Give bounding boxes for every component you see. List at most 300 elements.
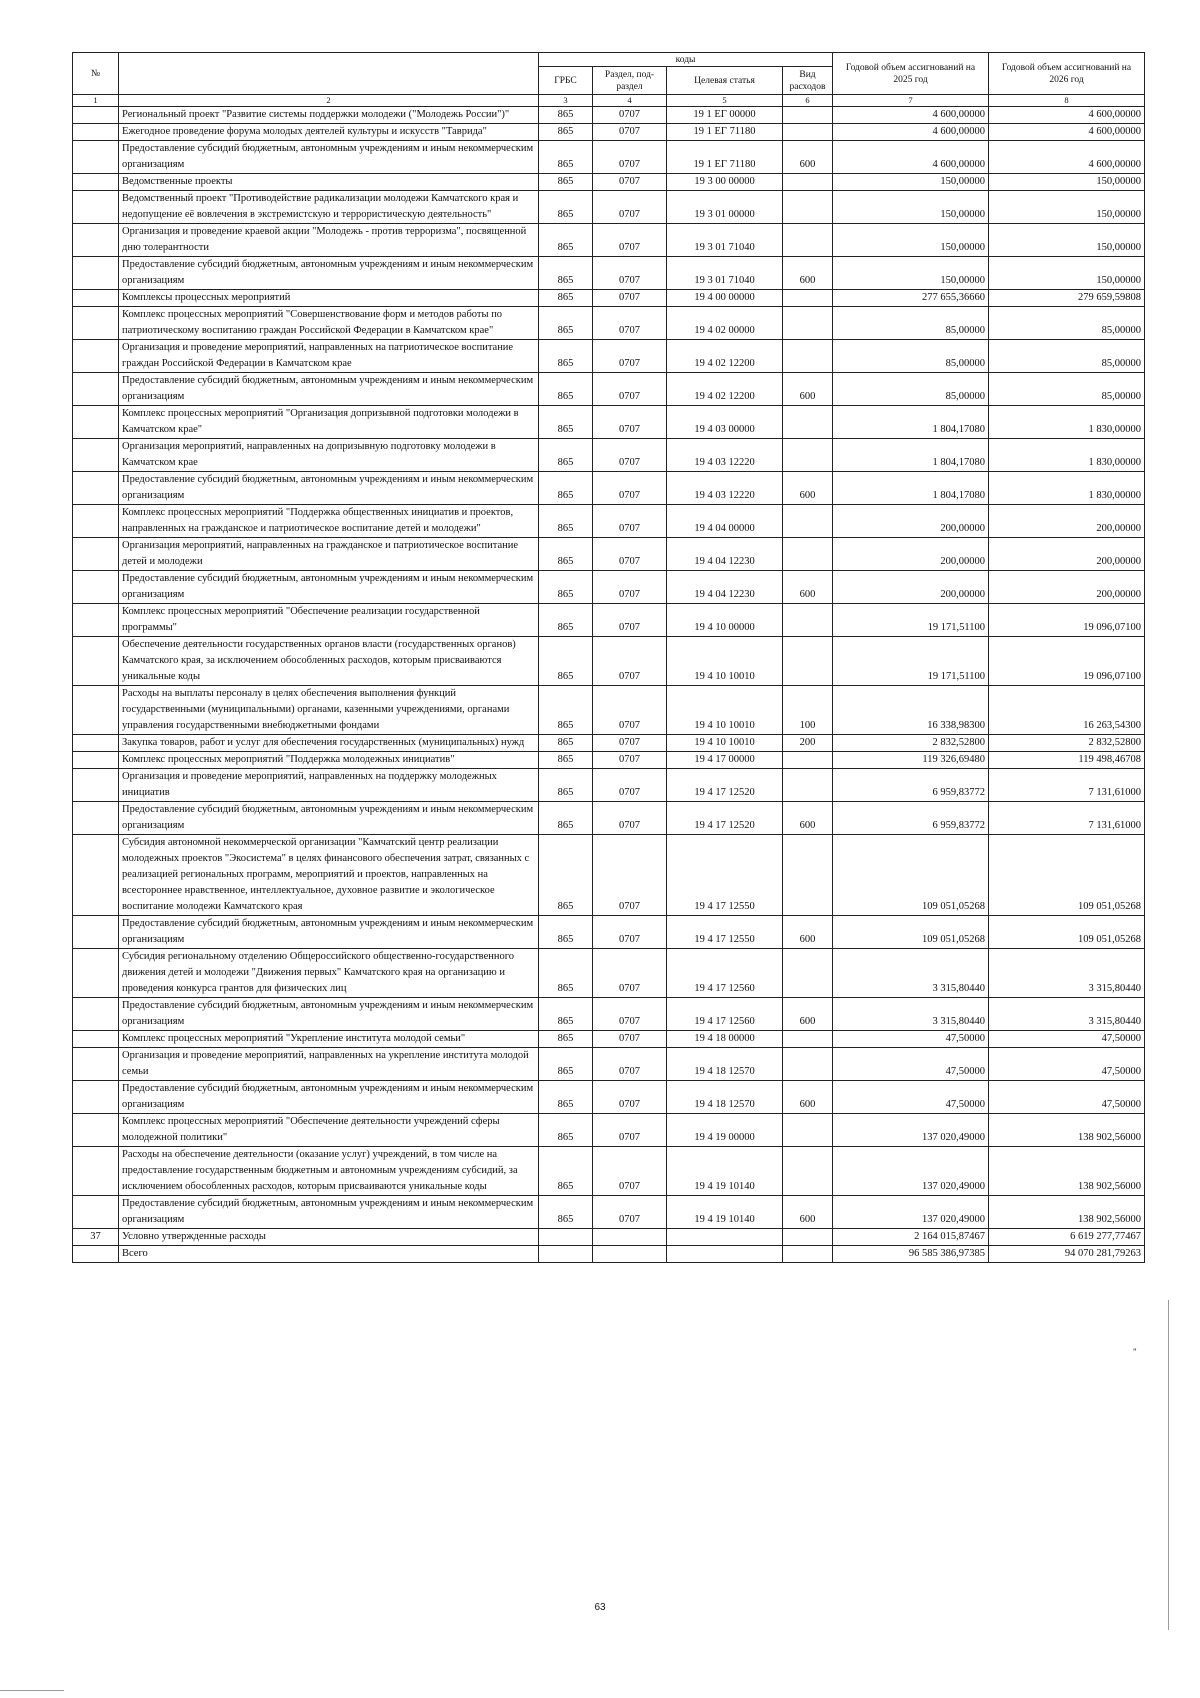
- row-number: [73, 735, 119, 752]
- row-volume-2025: 96 585 386,97385: [833, 1246, 989, 1263]
- row-number: [73, 1048, 119, 1081]
- budget-table-sheet: [72, 52, 1144, 1263]
- row-grbs: 865: [539, 735, 593, 752]
- row-grbs: 865: [539, 107, 593, 124]
- row-target: 19 4 18 12570: [667, 1048, 783, 1081]
- row-expense-type: [783, 1114, 833, 1147]
- column-index: 2: [119, 95, 539, 107]
- row-section: 0707: [593, 1031, 667, 1048]
- header-target: Целевая статья: [667, 67, 783, 95]
- row-name: Предоставление субсидий бюджетным, автономным учреждениям и иным некоммерческим организациям: [119, 916, 539, 949]
- table-row: [73, 1031, 1145, 1048]
- row-grbs: 865: [539, 124, 593, 141]
- row-name: Комплексы процессных мероприятий: [119, 290, 539, 307]
- row-name: Условно утвержденные расходы: [119, 1229, 539, 1246]
- column-index: 6: [783, 95, 833, 107]
- table-row: [73, 686, 1145, 735]
- column-index: 3: [539, 95, 593, 107]
- row-expense-type: 600: [783, 373, 833, 406]
- row-volume-2026: 7 131,61000: [989, 802, 1145, 835]
- row-expense-type: [783, 1229, 833, 1246]
- row-volume-2026: 1 830,00000: [989, 472, 1145, 505]
- row-number: [73, 1196, 119, 1229]
- row-section: 0707: [593, 835, 667, 916]
- row-volume-2026: 47,50000: [989, 1081, 1145, 1114]
- row-section: 0707: [593, 1048, 667, 1081]
- row-expense-type: [783, 769, 833, 802]
- row-section: 0707: [593, 439, 667, 472]
- table-body: [73, 107, 1145, 1263]
- row-volume-2025: 4 600,00000: [833, 141, 989, 174]
- row-volume-2025: 6 959,83772: [833, 802, 989, 835]
- row-expense-type: 600: [783, 1196, 833, 1229]
- row-volume-2025: 6 959,83772: [833, 769, 989, 802]
- row-volume-2025: 19 171,51100: [833, 637, 989, 686]
- row-grbs: 865: [539, 769, 593, 802]
- row-grbs: 865: [539, 998, 593, 1031]
- row-grbs: 865: [539, 257, 593, 290]
- table-row: [73, 1048, 1145, 1081]
- table-row: [73, 373, 1145, 406]
- row-section: 0707: [593, 769, 667, 802]
- row-section: 0707: [593, 191, 667, 224]
- row-expense-type: [783, 224, 833, 257]
- column-index: 8: [989, 95, 1145, 107]
- row-grbs: 865: [539, 439, 593, 472]
- row-volume-2025: 200,00000: [833, 571, 989, 604]
- row-grbs: 865: [539, 141, 593, 174]
- row-expense-type: 600: [783, 916, 833, 949]
- row-name: Предоставление субсидий бюджетным, автономным учреждениям и иным некоммерческим организациям: [119, 802, 539, 835]
- row-volume-2025: 47,50000: [833, 1048, 989, 1081]
- row-expense-type: [783, 1246, 833, 1263]
- row-name: Предоставление субсидий бюджетным, автономным учреждениям и иным некоммерческим организациям: [119, 141, 539, 174]
- row-volume-2026: 85,00000: [989, 340, 1145, 373]
- row-grbs: 865: [539, 752, 593, 769]
- row-expense-type: [783, 406, 833, 439]
- row-target: 19 1 ЕГ 71180: [667, 141, 783, 174]
- scan-edge-line: [1168, 1300, 1169, 1630]
- row-number: [73, 191, 119, 224]
- table-row: [73, 916, 1145, 949]
- row-expense-type: [783, 107, 833, 124]
- row-target: 19 4 19 10140: [667, 1196, 783, 1229]
- row-target: 19 4 10 10010: [667, 637, 783, 686]
- header-name: [119, 53, 539, 95]
- row-section: 0707: [593, 290, 667, 307]
- row-number: [73, 752, 119, 769]
- row-grbs: [539, 1229, 593, 1246]
- row-section: 0707: [593, 802, 667, 835]
- row-name: Предоставление субсидий бюджетным, автономным учреждениям и иным некоммерческим организациям: [119, 998, 539, 1031]
- row-name: Предоставление субсидий бюджетным, автономным учреждениям и иным некоммерческим организациям: [119, 257, 539, 290]
- row-name: Всего: [119, 1246, 539, 1263]
- row-expense-type: [783, 191, 833, 224]
- row-section: 0707: [593, 571, 667, 604]
- row-target: 19 4 10 10010: [667, 686, 783, 735]
- row-target: 19 4 17 12520: [667, 769, 783, 802]
- row-volume-2026: 138 902,56000: [989, 1147, 1145, 1196]
- row-number: [73, 604, 119, 637]
- header-grbs: ГРБС: [539, 67, 593, 95]
- row-name: Ежегодное проведение форума молодых деятелей культуры и искусств "Таврида": [119, 124, 539, 141]
- scan-edge-line: [0, 1690, 64, 1691]
- row-grbs: 865: [539, 1031, 593, 1048]
- table-row: [73, 141, 1145, 174]
- row-number: [73, 637, 119, 686]
- row-target: 19 4 18 00000: [667, 1031, 783, 1048]
- row-name: Региональный проект "Развитие системы поддержки молодежи ("Молодежь России")": [119, 107, 539, 124]
- row-volume-2025: 150,00000: [833, 257, 989, 290]
- row-number: [73, 224, 119, 257]
- row-name: Расходы на обеспечение деятельности (оказание услуг) учреждений, в том числе на предоставление государственным бюджетным и автономным учреждениям субсидий, за исключением обособленных расходов, которым присваиваются уникальные коды: [119, 1147, 539, 1196]
- row-number: [73, 439, 119, 472]
- row-volume-2025: 47,50000: [833, 1031, 989, 1048]
- row-name: Организация и проведение мероприятий, направленных на поддержку молодежных инициатив: [119, 769, 539, 802]
- row-target: 19 4 04 12230: [667, 571, 783, 604]
- row-target: 19 4 17 00000: [667, 752, 783, 769]
- row-name: Комплекс процессных мероприятий "Поддержка молодежных инициатив": [119, 752, 539, 769]
- row-expense-type: 600: [783, 257, 833, 290]
- row-section: 0707: [593, 472, 667, 505]
- column-index-row: [73, 95, 1145, 107]
- row-target: 19 1 ЕГ 00000: [667, 107, 783, 124]
- row-number: [73, 174, 119, 191]
- header-section: Раздел, под-раздел: [593, 67, 667, 95]
- row-grbs: 865: [539, 1081, 593, 1114]
- header-volume-2025: Годовой объем ассигнований на 2025 год: [833, 53, 989, 95]
- row-target: 19 4 02 00000: [667, 307, 783, 340]
- row-section: [593, 1246, 667, 1263]
- row-grbs: 865: [539, 1196, 593, 1229]
- row-expense-type: 200: [783, 735, 833, 752]
- row-number: [73, 998, 119, 1031]
- header-expense-type: Вид расходов: [783, 67, 833, 95]
- row-volume-2025: 16 338,98300: [833, 686, 989, 735]
- row-target: 19 4 17 12550: [667, 916, 783, 949]
- row-volume-2026: 1 830,00000: [989, 439, 1145, 472]
- row-volume-2025: 150,00000: [833, 224, 989, 257]
- row-number: [73, 141, 119, 174]
- row-section: 0707: [593, 340, 667, 373]
- row-volume-2025: 1 804,17080: [833, 406, 989, 439]
- row-target: 19 4 17 12560: [667, 949, 783, 998]
- table-row: [73, 1114, 1145, 1147]
- row-target: 19 4 00 00000: [667, 290, 783, 307]
- row-volume-2026: 200,00000: [989, 571, 1145, 604]
- row-target: 19 3 00 00000: [667, 174, 783, 191]
- row-number: [73, 1147, 119, 1196]
- row-volume-2025: 85,00000: [833, 340, 989, 373]
- row-volume-2025: 277 655,36660: [833, 290, 989, 307]
- row-expense-type: 600: [783, 472, 833, 505]
- page-number: 63: [594, 1602, 606, 1613]
- row-volume-2026: 85,00000: [989, 307, 1145, 340]
- row-name: Комплекс процессных мероприятий "Укрепление института молодой семьи": [119, 1031, 539, 1048]
- row-number: [73, 949, 119, 998]
- row-volume-2025: 137 020,49000: [833, 1196, 989, 1229]
- row-volume-2025: 3 315,80440: [833, 998, 989, 1031]
- row-name: Предоставление субсидий бюджетным, автономным учреждениям и иным некоммерческим организациям: [119, 472, 539, 505]
- table-row: [73, 1229, 1145, 1246]
- row-volume-2025: 3 315,80440: [833, 949, 989, 998]
- row-section: 0707: [593, 735, 667, 752]
- row-expense-type: 600: [783, 802, 833, 835]
- row-expense-type: [783, 307, 833, 340]
- row-volume-2026: 85,00000: [989, 373, 1145, 406]
- row-volume-2025: 150,00000: [833, 174, 989, 191]
- row-grbs: 865: [539, 1147, 593, 1196]
- row-section: 0707: [593, 1114, 667, 1147]
- row-target: 19 4 04 12230: [667, 538, 783, 571]
- row-expense-type: [783, 505, 833, 538]
- row-expense-type: 600: [783, 1081, 833, 1114]
- table-row: [73, 604, 1145, 637]
- row-name: Комплекс процессных мероприятий "Обеспечение реализации государственной программы": [119, 604, 539, 637]
- row-name: Расходы на выплаты персоналу в целях обеспечения выполнения функций государственными (муниципальными) органами, казенными учреждениями, органами управления государственными внебюджетными фондами: [119, 686, 539, 735]
- row-target: 19 1 ЕГ 71180: [667, 124, 783, 141]
- row-target: 19 4 03 12220: [667, 472, 783, 505]
- row-expense-type: [783, 949, 833, 998]
- row-grbs: [539, 1246, 593, 1263]
- row-volume-2026: 4 600,00000: [989, 107, 1145, 124]
- row-volume-2026: 109 051,05268: [989, 916, 1145, 949]
- row-number: [73, 916, 119, 949]
- row-grbs: 865: [539, 949, 593, 998]
- row-section: 0707: [593, 637, 667, 686]
- row-name: Предоставление субсидий бюджетным, автономным учреждениям и иным некоммерческим организациям: [119, 1081, 539, 1114]
- table-row: [73, 107, 1145, 124]
- row-grbs: 865: [539, 916, 593, 949]
- row-name: Организация и проведение мероприятий, направленных на укрепление института молодой семьи: [119, 1048, 539, 1081]
- row-number: [73, 571, 119, 604]
- table-row: [73, 949, 1145, 998]
- row-expense-type: [783, 637, 833, 686]
- row-name: Комплекс процессных мероприятий "Обеспечение деятельности учреждений сферы молодежной политики": [119, 1114, 539, 1147]
- row-section: 0707: [593, 373, 667, 406]
- column-index: 7: [833, 95, 989, 107]
- row-number: [73, 373, 119, 406]
- row-number: [73, 1246, 119, 1263]
- row-grbs: 865: [539, 224, 593, 257]
- row-volume-2026: 47,50000: [989, 1031, 1145, 1048]
- header-num: №: [73, 53, 119, 95]
- table-row: [73, 769, 1145, 802]
- row-target: 19 4 03 00000: [667, 406, 783, 439]
- row-grbs: 865: [539, 1048, 593, 1081]
- header-volume-2026: Годовой объем ассигнований на 2026 год: [989, 53, 1145, 95]
- table-row: [73, 340, 1145, 373]
- row-expense-type: [783, 538, 833, 571]
- row-expense-type: 100: [783, 686, 833, 735]
- row-section: 0707: [593, 505, 667, 538]
- row-section: 0707: [593, 107, 667, 124]
- row-number: [73, 307, 119, 340]
- closing-quote-mark: ": [1133, 1347, 1137, 1357]
- row-volume-2026: 138 902,56000: [989, 1196, 1145, 1229]
- row-expense-type: 600: [783, 141, 833, 174]
- row-name: Организация и проведение мероприятий, направленных на патриотическое воспитание граждан Российской Федерации в Камчатском крае: [119, 340, 539, 373]
- row-number: [73, 802, 119, 835]
- row-grbs: 865: [539, 1114, 593, 1147]
- row-target: 19 4 04 00000: [667, 505, 783, 538]
- row-volume-2026: 7 131,61000: [989, 769, 1145, 802]
- row-volume-2025: 109 051,05268: [833, 916, 989, 949]
- row-name: Ведомственные проекты: [119, 174, 539, 191]
- row-target: 19 4 10 00000: [667, 604, 783, 637]
- row-number: [73, 124, 119, 141]
- row-grbs: 865: [539, 373, 593, 406]
- row-grbs: 865: [539, 191, 593, 224]
- row-name: Обеспечение деятельности государственных органов власти (государственных органов) Камчатского края, за исключением обособленных расходов, которым присваиваются уникальные коды: [119, 637, 539, 686]
- row-volume-2025: 200,00000: [833, 538, 989, 571]
- row-volume-2026: 2 832,52800: [989, 735, 1145, 752]
- row-target: 19 3 01 71040: [667, 224, 783, 257]
- row-expense-type: [783, 604, 833, 637]
- table-row: [73, 1196, 1145, 1229]
- row-volume-2026: 4 600,00000: [989, 141, 1145, 174]
- table-row: [73, 1147, 1145, 1196]
- table-row: [73, 124, 1145, 141]
- row-section: 0707: [593, 949, 667, 998]
- row-grbs: 865: [539, 406, 593, 439]
- row-expense-type: [783, 439, 833, 472]
- row-volume-2026: 150,00000: [989, 257, 1145, 290]
- column-index: 5: [667, 95, 783, 107]
- row-grbs: 865: [539, 604, 593, 637]
- row-expense-type: 600: [783, 998, 833, 1031]
- row-number: 37: [73, 1229, 119, 1246]
- row-target: 19 4 02 12200: [667, 340, 783, 373]
- row-volume-2025: 200,00000: [833, 505, 989, 538]
- row-volume-2025: 1 804,17080: [833, 472, 989, 505]
- table-row: [73, 307, 1145, 340]
- row-name: Комплекс процессных мероприятий "Организация допризывной подготовки молодежи в Камчатском крае": [119, 406, 539, 439]
- row-number: [73, 406, 119, 439]
- row-number: [73, 1081, 119, 1114]
- row-expense-type: [783, 752, 833, 769]
- row-section: 0707: [593, 141, 667, 174]
- row-section: 0707: [593, 257, 667, 290]
- row-number: [73, 505, 119, 538]
- column-index: 4: [593, 95, 667, 107]
- row-expense-type: 600: [783, 571, 833, 604]
- row-volume-2026: 138 902,56000: [989, 1114, 1145, 1147]
- row-target: 19 3 01 71040: [667, 257, 783, 290]
- table-row: [73, 571, 1145, 604]
- row-section: 0707: [593, 124, 667, 141]
- row-volume-2025: 4 600,00000: [833, 107, 989, 124]
- row-target: 19 3 01 00000: [667, 191, 783, 224]
- row-target: 19 4 19 00000: [667, 1114, 783, 1147]
- table-row: [73, 191, 1145, 224]
- row-volume-2026: 6 619 277,77467: [989, 1229, 1145, 1246]
- row-grbs: 865: [539, 290, 593, 307]
- row-number: [73, 257, 119, 290]
- row-number: [73, 538, 119, 571]
- table-row: [73, 1246, 1145, 1263]
- row-expense-type: [783, 1147, 833, 1196]
- table-row: [73, 1081, 1145, 1114]
- row-name: Закупка товаров, работ и услуг для обеспечения государственных (муниципальных) нужд: [119, 735, 539, 752]
- row-target: 19 4 02 12200: [667, 373, 783, 406]
- row-target: [667, 1229, 783, 1246]
- table-row: [73, 752, 1145, 769]
- row-target: 19 4 17 12520: [667, 802, 783, 835]
- row-target: 19 4 10 10010: [667, 735, 783, 752]
- row-number: [73, 1114, 119, 1147]
- row-section: 0707: [593, 916, 667, 949]
- row-number: [73, 835, 119, 916]
- table-row: [73, 802, 1145, 835]
- row-grbs: 865: [539, 505, 593, 538]
- row-volume-2025: 19 171,51100: [833, 604, 989, 637]
- row-volume-2025: 150,00000: [833, 191, 989, 224]
- row-volume-2026: 16 263,54300: [989, 686, 1145, 735]
- row-volume-2026: 200,00000: [989, 538, 1145, 571]
- row-name: Организация и проведение краевой акции "Молодежь - против терроризма", посвященной дню толерантности: [119, 224, 539, 257]
- row-volume-2025: 2 832,52800: [833, 735, 989, 752]
- row-volume-2026: 4 600,00000: [989, 124, 1145, 141]
- row-volume-2025: 85,00000: [833, 373, 989, 406]
- row-number: [73, 472, 119, 505]
- table-row: [73, 735, 1145, 752]
- row-number: [73, 340, 119, 373]
- row-expense-type: [783, 340, 833, 373]
- table-row: [73, 998, 1145, 1031]
- row-expense-type: [783, 835, 833, 916]
- row-volume-2025: 137 020,49000: [833, 1114, 989, 1147]
- row-volume-2026: 150,00000: [989, 224, 1145, 257]
- row-number: [73, 290, 119, 307]
- row-section: 0707: [593, 752, 667, 769]
- row-volume-2025: 137 020,49000: [833, 1147, 989, 1196]
- table-row: [73, 439, 1145, 472]
- row-section: 0707: [593, 604, 667, 637]
- row-volume-2026: 3 315,80440: [989, 998, 1145, 1031]
- row-section: 0707: [593, 1196, 667, 1229]
- row-section: 0707: [593, 1081, 667, 1114]
- row-target: 19 4 03 12220: [667, 439, 783, 472]
- column-index: 1: [73, 95, 119, 107]
- row-section: 0707: [593, 307, 667, 340]
- table-row: [73, 538, 1145, 571]
- row-volume-2025: 47,50000: [833, 1081, 989, 1114]
- table-row: [73, 290, 1145, 307]
- row-expense-type: [783, 1048, 833, 1081]
- row-volume-2026: 47,50000: [989, 1048, 1145, 1081]
- table-row: [73, 224, 1145, 257]
- row-name: Организация мероприятий, направленных на гражданское и патриотическое воспитание детей и молодежи: [119, 538, 539, 571]
- row-section: 0707: [593, 686, 667, 735]
- row-grbs: 865: [539, 307, 593, 340]
- table-row: [73, 472, 1145, 505]
- row-name: Субсидия региональному отделению Общероссийского общественно-государственного движения детей и молодежи "Движения первых" Камчатского края на организацию и проведения конкурса грантов для физических лиц: [119, 949, 539, 998]
- row-name: Предоставление субсидий бюджетным, автономным учреждениям и иным некоммерческим организациям: [119, 571, 539, 604]
- row-section: [593, 1229, 667, 1246]
- row-name: Предоставление субсидий бюджетным, автономным учреждениям и иным некоммерческим организациям: [119, 1196, 539, 1229]
- row-section: 0707: [593, 406, 667, 439]
- row-grbs: 865: [539, 835, 593, 916]
- row-target: 19 4 18 12570: [667, 1081, 783, 1114]
- row-section: 0707: [593, 538, 667, 571]
- row-target: [667, 1246, 783, 1263]
- table-row: [73, 257, 1145, 290]
- row-grbs: 865: [539, 637, 593, 686]
- row-volume-2025: 2 164 015,87467: [833, 1229, 989, 1246]
- row-section: 0707: [593, 174, 667, 191]
- row-grbs: 865: [539, 802, 593, 835]
